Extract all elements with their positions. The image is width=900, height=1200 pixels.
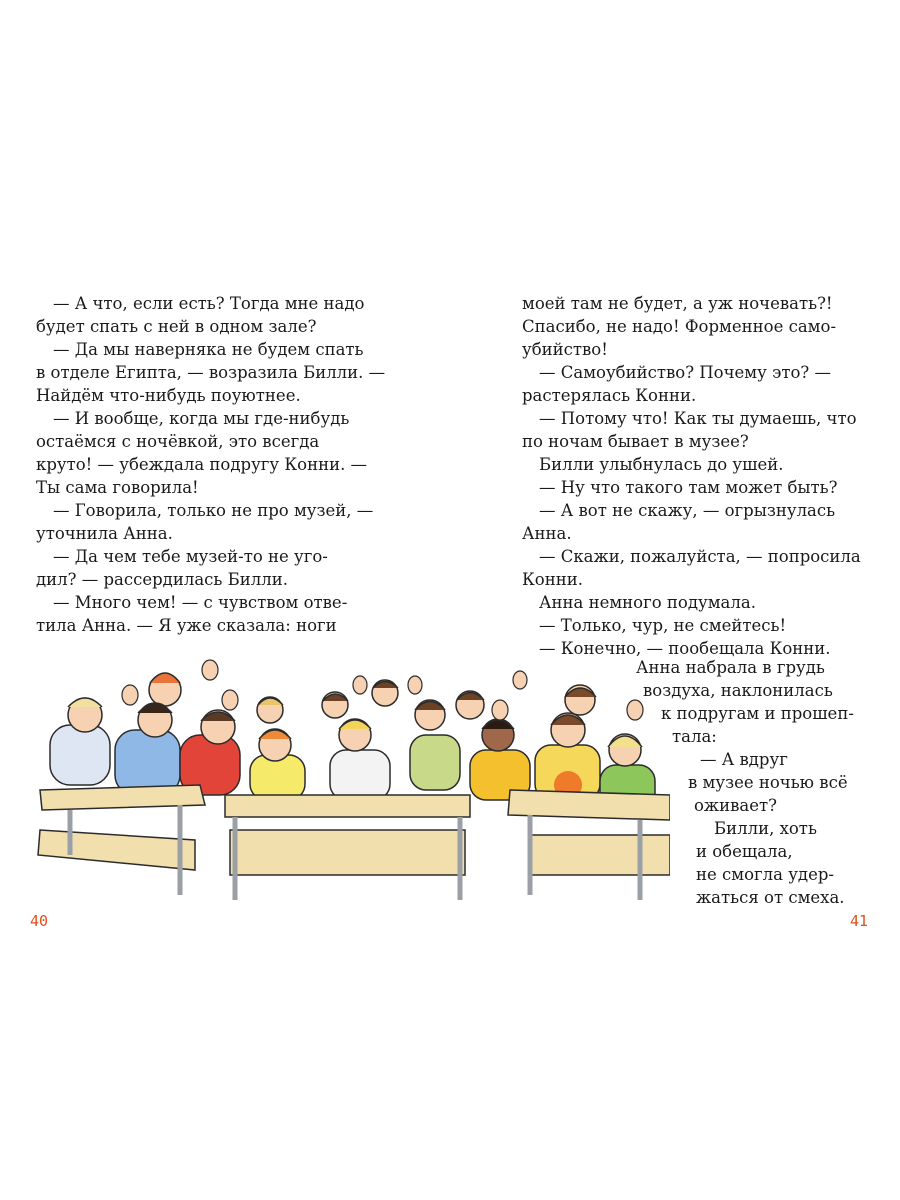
text-line: — Говорила, только не про музей, —	[53, 501, 374, 520]
text-line: Спасибо, не надо! Форменное само-	[522, 317, 837, 336]
page-number-right: 41	[850, 912, 869, 930]
text-line: тила Анна. — Я уже сказала: ноги	[36, 616, 337, 635]
text-line: — Да чем тебе музей-то не уго-	[53, 547, 328, 566]
text-line: — Только, чур, не смейтесь!	[539, 616, 787, 635]
text-line: — Самоубийство? Почему это? —	[539, 363, 831, 382]
text-line: Конни.	[522, 570, 583, 589]
text-line: — И вообще, когда мы где-нибудь	[53, 409, 350, 428]
classroom-illustration	[30, 655, 670, 905]
text-line: — А вдруг	[700, 750, 788, 769]
text-line: растерялась Конни.	[522, 386, 697, 405]
text-line: — Скажи, пожалуйста, — попросила	[539, 547, 861, 566]
text-line: Билли, хоть	[714, 819, 817, 838]
page-number-left: 40	[30, 912, 49, 930]
text-line: по ночам бывает в музее?	[522, 432, 749, 451]
text-line: Анна.	[522, 524, 572, 543]
text-line: будет спать с ней в одном зале?	[36, 317, 317, 336]
text-line: моей там не будет, а уж ночевать?!	[522, 294, 833, 313]
text-line: воздуха, наклонилась	[643, 681, 833, 700]
text-line: не смогла удер-	[696, 865, 834, 884]
text-line: дил? — рассердилась Билли.	[36, 570, 288, 589]
text-line: — Конечно, — пообещала Конни.	[539, 639, 831, 658]
text-line: — Ну что такого там может быть?	[539, 478, 838, 497]
text-line: к подругам и прошеп-	[661, 704, 854, 723]
text-line: уточнила Анна.	[36, 524, 173, 543]
text-line: Анна набрала в грудь	[636, 658, 825, 677]
text-line: — Много чем! — с чувством отве-	[53, 593, 348, 612]
left-page-text	[36, 292, 386, 637]
text-line: Билли улыбнулась до ушей.	[539, 455, 784, 474]
text-line: круто! — убеждала подругу Конни. —	[36, 455, 368, 474]
text-line: Анна немного подумала.	[539, 593, 756, 612]
text-line: оживает?	[694, 796, 777, 815]
right-page-text	[522, 292, 872, 660]
text-line: — А вот не скажу, — огрызнулась	[539, 501, 836, 520]
text-line: — Да мы наверняка не будем спать	[53, 340, 364, 359]
text-line: остаёмся с ночёвкой, это всегда	[36, 432, 320, 451]
text-line: убийство!	[522, 340, 608, 359]
text-line: — Потому что! Как ты думаешь, что	[539, 409, 857, 428]
text-line: Найдём что-нибудь поуютнее.	[36, 386, 301, 405]
text-line: в музее ночью всё	[688, 773, 848, 792]
text-line: — А что, если есть? Тогда мне надо	[53, 294, 365, 313]
text-line: тала:	[672, 727, 717, 746]
text-line: жаться от смеха.	[696, 888, 845, 907]
text-line: и обещала,	[696, 842, 793, 861]
text-line: Ты сама говорила!	[36, 478, 199, 497]
text-line: в отделе Египта, — возразила Билли. —	[36, 363, 386, 382]
